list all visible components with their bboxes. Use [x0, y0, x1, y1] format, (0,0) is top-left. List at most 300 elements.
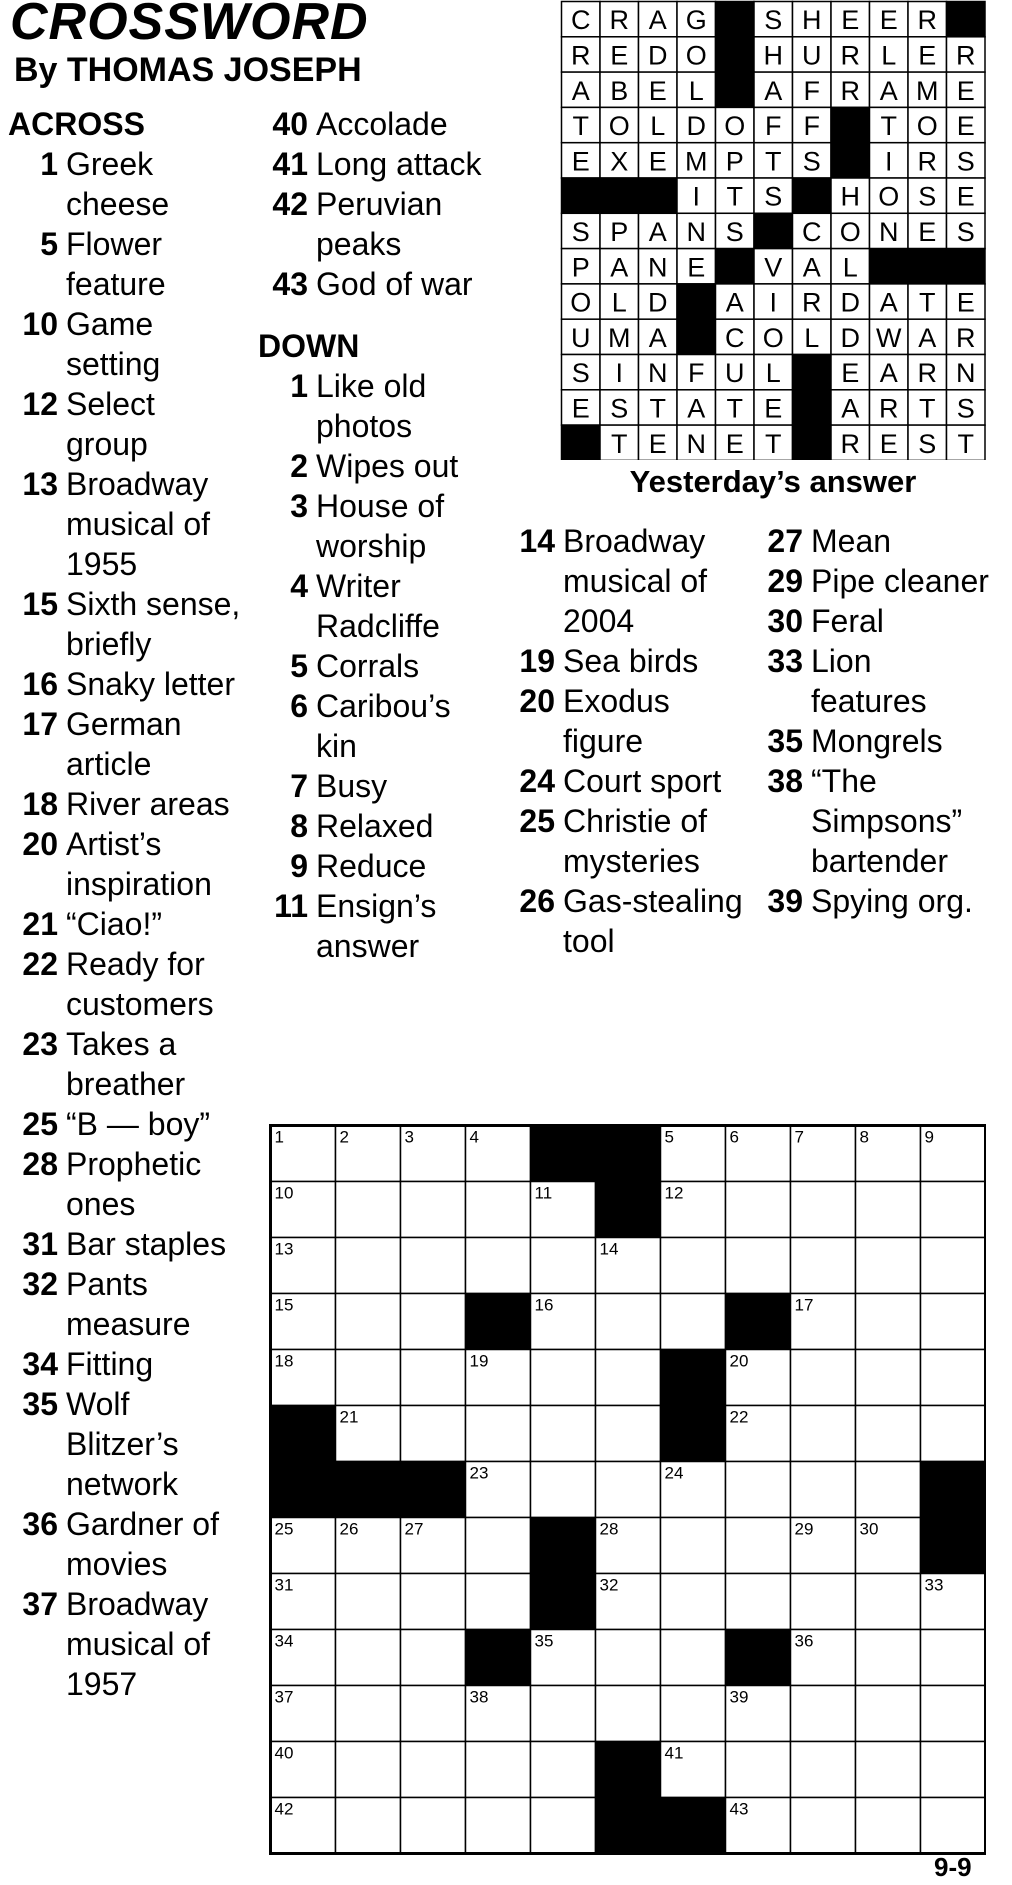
answer-letter: P — [725, 146, 744, 177]
across-clue-list — [8, 144, 243, 1704]
puzzle-cell[interactable] — [401, 1294, 466, 1350]
answer-letter: N — [879, 216, 899, 247]
clue-number: 7 — [290, 768, 308, 804]
answer-letter: N — [648, 252, 668, 283]
answer-letter: I — [769, 287, 778, 318]
down-clue-2 — [258, 446, 488, 486]
answer-letter: F — [765, 111, 782, 142]
answer-letter: S — [918, 181, 937, 212]
across-clue-1 — [8, 144, 243, 224]
answer-letter: S — [918, 428, 937, 459]
puzzle-cell[interactable] — [661, 1294, 726, 1350]
puzzle-cell[interactable] — [401, 1238, 466, 1294]
answer-letter: W — [876, 322, 902, 353]
answer-letter: X — [610, 146, 629, 177]
black-square — [401, 1462, 466, 1518]
clue-number: 5 — [40, 226, 58, 262]
answer-letter: P — [610, 216, 629, 247]
clue-number: 20 — [519, 683, 555, 719]
down-clue-26 — [505, 881, 745, 961]
black-square — [661, 1350, 726, 1406]
black-square — [596, 1182, 661, 1238]
answer-letter: N — [956, 358, 976, 389]
clue-number: 27 — [767, 523, 803, 559]
black-square — [531, 1518, 596, 1574]
cell-number: 18 — [274, 1351, 294, 1371]
answer-letter: A — [802, 252, 821, 283]
clue-number: 12 — [22, 386, 58, 422]
puzzle-cell[interactable] — [661, 1630, 726, 1686]
black-square — [600, 178, 639, 213]
answer-letter: C — [802, 216, 822, 247]
puzzle-cell[interactable] — [856, 1238, 921, 1294]
cell-number: 39 — [729, 1687, 749, 1707]
puzzle-cell[interactable] — [921, 1294, 986, 1350]
cell-number: 38 — [469, 1687, 489, 1707]
answer-letter: D — [648, 287, 668, 318]
down-clue-list-continued — [505, 521, 745, 961]
answer-letter: S — [956, 216, 975, 247]
answer-letter: N — [686, 216, 706, 247]
answer-letter: T — [726, 181, 743, 212]
black-square — [831, 143, 870, 178]
puzzle-cell[interactable] — [596, 1406, 661, 1462]
answer-letter: O — [916, 111, 938, 142]
clue-number: 43 — [272, 266, 308, 302]
down-clue-3 — [258, 486, 488, 566]
answer-letter: O — [570, 287, 592, 318]
cell-number: 7 — [794, 1127, 804, 1147]
across-clue-22 — [8, 944, 243, 1024]
answer-letter: H — [840, 181, 860, 212]
clue-number: 38 — [767, 763, 803, 799]
clue-text: Gas-stealing tool — [563, 883, 743, 959]
clue-number: 9 — [290, 848, 308, 884]
answer-letter: A — [648, 5, 667, 36]
down-clue-25 — [505, 801, 745, 881]
puzzle-date: 9-9 — [934, 1852, 972, 1882]
clue-number: 36 — [22, 1506, 58, 1542]
black-square — [661, 1406, 726, 1462]
cell-number: 1 — [274, 1127, 284, 1147]
black-square — [947, 249, 986, 284]
clue-number: 33 — [767, 643, 803, 679]
puzzle-cell[interactable] — [921, 1686, 986, 1742]
puzzle-cell[interactable] — [726, 1574, 791, 1630]
answer-letter: M — [916, 75, 939, 106]
answer-letter: I — [692, 181, 701, 212]
clue-number: 6 — [290, 688, 308, 724]
answer-letter: E — [879, 5, 898, 36]
clue-text: Prophetic ones — [66, 1146, 202, 1222]
puzzle-cell[interactable] — [856, 1798, 921, 1854]
clue-text: God of war — [316, 266, 473, 302]
cell-number: 13 — [274, 1239, 294, 1259]
puzzle-cell[interactable] — [661, 1238, 726, 1294]
answer-letter: E — [956, 287, 975, 318]
puzzle-cell[interactable] — [726, 1742, 791, 1798]
puzzle-cell[interactable] — [661, 1686, 726, 1742]
answer-letter: O — [839, 216, 861, 247]
puzzle-cell[interactable] — [921, 1350, 986, 1406]
answer-letter: R — [879, 393, 899, 424]
clue-number: 26 — [519, 883, 555, 919]
puzzle-cell[interactable] — [791, 1742, 856, 1798]
puzzle-cell[interactable] — [466, 1406, 531, 1462]
cell-number: 25 — [274, 1519, 294, 1539]
answer-letter: E — [648, 428, 667, 459]
clue-text: Exodus figure — [563, 683, 670, 759]
answer-letter: O — [762, 322, 784, 353]
cell-number: 3 — [404, 1127, 414, 1147]
clue-number: 32 — [22, 1266, 58, 1302]
across-clue-17 — [8, 704, 243, 784]
puzzle-cell[interactable] — [726, 1462, 791, 1518]
down-clue-list — [258, 366, 488, 966]
answer-letter: O — [724, 111, 746, 142]
puzzle-cell[interactable] — [791, 1798, 856, 1854]
cell-number: 27 — [404, 1519, 424, 1539]
answer-letter: E — [764, 393, 783, 424]
puzzle-cell[interactable] — [596, 1462, 661, 1518]
answer-letter: A — [687, 393, 706, 424]
puzzle-cell[interactable] — [336, 1238, 401, 1294]
across-clue-13 — [8, 464, 243, 584]
black-square — [716, 72, 755, 107]
answer-letter: D — [686, 111, 706, 142]
byline: By THOMAS JOSEPH — [14, 51, 362, 89]
clue-number: 14 — [519, 523, 555, 559]
clue-text: “B — boy” — [66, 1106, 211, 1142]
answer-letter: L — [804, 322, 820, 353]
answer-letter: E — [956, 111, 975, 142]
black-square — [754, 213, 793, 248]
answer-letter: M — [685, 146, 708, 177]
answer-letter: A — [918, 322, 937, 353]
answer-letter: M — [608, 322, 631, 353]
answer-letter: S — [956, 146, 975, 177]
yesterday-caption: Yesterday’s answer — [629, 464, 917, 499]
clue-text: Mean — [811, 523, 892, 559]
black-square — [677, 284, 716, 319]
puzzle-cell[interactable] — [336, 1630, 401, 1686]
puzzle-cell[interactable] — [791, 1574, 856, 1630]
cell-number: 8 — [859, 1127, 869, 1147]
answer-letter: L — [650, 111, 666, 142]
puzzle-cell[interactable] — [596, 1630, 661, 1686]
answer-letter: C — [725, 322, 745, 353]
clue-number: 42 — [272, 186, 308, 222]
answer-letter: E — [725, 428, 744, 459]
puzzle-cell[interactable] — [726, 1182, 791, 1238]
puzzle-cell[interactable] — [531, 1350, 596, 1406]
puzzle-cell[interactable] — [661, 1574, 726, 1630]
answer-letter: E — [841, 358, 860, 389]
across-clue-16 — [8, 664, 243, 704]
clue-text: German article — [66, 706, 182, 782]
puzzle-cell[interactable] — [531, 1742, 596, 1798]
answer-letter: L — [842, 252, 858, 283]
answer-letter: T — [919, 393, 936, 424]
clue-text: Reduce — [316, 848, 427, 884]
clue-number: 20 — [22, 826, 58, 862]
answer-letter: T — [765, 428, 782, 459]
clue-text: Wolf Blitzer’s network — [66, 1386, 179, 1502]
puzzle-cell[interactable] — [466, 1182, 531, 1238]
cell-number: 2 — [339, 1127, 349, 1147]
answer-letter: F — [688, 358, 705, 389]
down-clue-4 — [258, 566, 488, 646]
clue-number: 17 — [22, 706, 58, 742]
answer-letter: A — [879, 358, 898, 389]
answer-letter: T — [726, 393, 743, 424]
answer-letter: R — [917, 5, 937, 36]
cell-number: 19 — [469, 1351, 489, 1371]
cell-number: 23 — [469, 1463, 489, 1483]
puzzle-cell[interactable] — [466, 1518, 531, 1574]
answer-letter: C — [571, 5, 591, 36]
puzzle-cell[interactable] — [856, 1350, 921, 1406]
black-square — [793, 425, 832, 460]
puzzle-cell[interactable] — [401, 1182, 466, 1238]
down-clue-1 — [258, 366, 488, 446]
black-square — [271, 1462, 336, 1518]
puzzle-cell[interactable] — [726, 1518, 791, 1574]
clue-number: 40 — [272, 106, 308, 142]
puzzle-cell[interactable] — [466, 1574, 531, 1630]
answer-letter: T — [919, 287, 936, 318]
down-column-3 — [505, 521, 745, 961]
black-square — [661, 1798, 726, 1854]
clue-number: 24 — [519, 763, 555, 799]
answer-letter: O — [878, 181, 900, 212]
puzzle-cell[interactable] — [401, 1686, 466, 1742]
puzzle-cell[interactable] — [401, 1406, 466, 1462]
answer-letter: R — [840, 75, 860, 106]
cell-number: 5 — [664, 1127, 674, 1147]
cell-number: 41 — [664, 1743, 684, 1763]
black-square — [596, 1798, 661, 1854]
across-clue-37 — [8, 1584, 243, 1704]
cell-number: 16 — [534, 1295, 554, 1315]
down-clue-24 — [505, 761, 745, 801]
answer-letter: I — [884, 146, 893, 177]
answer-letter: F — [803, 111, 820, 142]
black-square — [639, 178, 678, 213]
answer-letter: A — [610, 252, 629, 283]
clue-number: 16 — [22, 666, 58, 702]
puzzle-cell[interactable] — [531, 1238, 596, 1294]
cell-number: 30 — [859, 1519, 879, 1539]
puzzle-cell[interactable] — [856, 1630, 921, 1686]
answer-letter: S — [764, 5, 783, 36]
black-square — [793, 355, 832, 390]
cell-number: 10 — [274, 1183, 294, 1203]
answer-letter: S — [725, 216, 744, 247]
puzzle-cell[interactable] — [661, 1518, 726, 1574]
clue-text: Court sport — [563, 763, 722, 799]
black-square — [947, 2, 986, 37]
answer-letter: D — [648, 40, 668, 71]
answer-letter: R — [571, 40, 591, 71]
down-clue-7 — [258, 766, 488, 806]
puzzle-cell[interactable] — [856, 1462, 921, 1518]
puzzle-cell[interactable] — [531, 1462, 596, 1518]
clue-number: 15 — [22, 586, 58, 622]
down-clue-14 — [505, 521, 745, 641]
puzzle-cell[interactable] — [856, 1182, 921, 1238]
puzzle-cell[interactable] — [531, 1686, 596, 1742]
black-square — [921, 1518, 986, 1574]
black-square — [677, 319, 716, 354]
puzzle-cell[interactable] — [401, 1574, 466, 1630]
puzzle-cell[interactable] — [401, 1630, 466, 1686]
clue-text: Christie of mysteries — [563, 803, 708, 879]
answer-letter: A — [841, 393, 860, 424]
clue-column-2 — [258, 104, 488, 966]
clue-text: Corrals — [316, 648, 420, 684]
black-square — [716, 37, 755, 72]
clue-number: 1 — [40, 146, 58, 182]
puzzle-cell[interactable] — [336, 1182, 401, 1238]
black-square — [908, 249, 947, 284]
clue-number: 2 — [290, 448, 308, 484]
puzzle-cell[interactable] — [921, 1406, 986, 1462]
puzzle-cell[interactable] — [921, 1798, 986, 1854]
puzzle-cell[interactable] — [856, 1406, 921, 1462]
puzzle-cell[interactable] — [856, 1742, 921, 1798]
puzzle-cell[interactable] — [921, 1742, 986, 1798]
puzzle-cell[interactable] — [856, 1574, 921, 1630]
clue-number: 30 — [767, 603, 803, 639]
clue-text: Game setting — [66, 306, 161, 382]
answer-letter: F — [803, 75, 820, 106]
clue-number: 5 — [290, 648, 308, 684]
across-clue-35 — [8, 1384, 243, 1504]
puzzle-cell[interactable] — [596, 1294, 661, 1350]
clue-text: Bar staples — [66, 1226, 227, 1262]
puzzle-cell[interactable] — [791, 1686, 856, 1742]
puzzle-cell[interactable] — [596, 1350, 661, 1406]
puzzle-cell[interactable] — [336, 1350, 401, 1406]
puzzle-cell[interactable] — [791, 1238, 856, 1294]
puzzle-cell[interactable] — [791, 1462, 856, 1518]
clue-text: Artist’s inspiration — [66, 826, 212, 902]
answer-letter: T — [611, 428, 628, 459]
clue-number: 4 — [290, 568, 308, 604]
puzzle-cell[interactable] — [856, 1294, 921, 1350]
puzzle-cell[interactable] — [791, 1406, 856, 1462]
down-clue-list-continued-2 — [753, 521, 993, 921]
answer-letter: E — [687, 252, 706, 283]
clue-number: 13 — [22, 466, 58, 502]
answer-letter: T — [649, 393, 666, 424]
puzzle-cell[interactable] — [401, 1742, 466, 1798]
answer-letter: P — [571, 252, 590, 283]
puzzle-cell[interactable] — [791, 1350, 856, 1406]
clue-text: Takes a breather — [66, 1026, 186, 1102]
across-clue-list-continued — [258, 104, 488, 304]
clue-number: 37 — [22, 1586, 58, 1622]
answer-letter: E — [841, 5, 860, 36]
puzzle-cell[interactable] — [921, 1182, 986, 1238]
cell-number: 17 — [794, 1295, 814, 1315]
puzzle-cell[interactable] — [531, 1798, 596, 1854]
puzzle-cell[interactable] — [921, 1238, 986, 1294]
puzzle-cell[interactable] — [466, 1798, 531, 1854]
clue-text: Accolade — [316, 106, 448, 142]
answer-letter: U — [802, 40, 822, 71]
puzzle-cell[interactable] — [466, 1742, 531, 1798]
puzzle-cell[interactable] — [336, 1742, 401, 1798]
across-clue-40 — [258, 104, 488, 144]
cell-number: 42 — [274, 1799, 294, 1819]
yesterday-answer-grid — [560, 0, 986, 460]
clue-number: 23 — [22, 1026, 58, 1062]
puzzle-cell[interactable] — [336, 1798, 401, 1854]
puzzle-cell[interactable] — [531, 1406, 596, 1462]
down-clue-29 — [753, 561, 993, 601]
clue-text: Pants measure — [66, 1266, 191, 1342]
puzzle-cell[interactable] — [726, 1238, 791, 1294]
clue-text: Sea birds — [563, 643, 699, 679]
puzzle-cell[interactable] — [336, 1294, 401, 1350]
puzzle-cell[interactable] — [856, 1686, 921, 1742]
clue-text: Flower feature — [66, 226, 166, 302]
cell-number: 26 — [339, 1519, 359, 1539]
answer-letter: B — [610, 75, 629, 106]
puzzle-cell[interactable] — [596, 1686, 661, 1742]
answer-letter: S — [764, 181, 783, 212]
puzzle-cell[interactable] — [921, 1630, 986, 1686]
clue-text: “The Simpsons” bartender — [811, 763, 963, 879]
clue-text: Peruvian peaks — [316, 186, 443, 262]
clue-number: 34 — [22, 1346, 58, 1382]
puzzle-cell[interactable] — [791, 1182, 856, 1238]
answer-letter: U — [725, 358, 745, 389]
clue-text: Mongrels — [811, 723, 943, 759]
answer-letter: A — [879, 287, 898, 318]
clue-text: Wipes out — [316, 448, 459, 484]
across-clue-28 — [8, 1144, 243, 1224]
answer-letter: O — [685, 40, 707, 71]
across-clue-41 — [258, 144, 488, 184]
across-column-1 — [8, 104, 243, 1704]
puzzle-cell[interactable] — [336, 1574, 401, 1630]
across-clue-31 — [8, 1224, 243, 1264]
answer-letter: T — [957, 428, 974, 459]
across-clue-42 — [258, 184, 488, 264]
puzzle-cell[interactable] — [401, 1798, 466, 1854]
clue-text: Like old photos — [316, 368, 427, 444]
puzzle-cell[interactable] — [466, 1238, 531, 1294]
puzzle-cell[interactable] — [336, 1686, 401, 1742]
answer-letter: S — [802, 146, 821, 177]
clue-number: 11 — [274, 888, 308, 924]
clue-text: Pipe cleaner — [811, 563, 989, 599]
answer-letter: E — [610, 40, 629, 71]
puzzle-cell[interactable] — [401, 1350, 466, 1406]
answer-letter: D — [840, 287, 860, 318]
clue-text: Writer Radcliffe — [316, 568, 440, 644]
answer-letter: S — [571, 216, 590, 247]
cell-number: 22 — [729, 1407, 749, 1427]
across-clue-32 — [8, 1264, 243, 1344]
answer-letter: N — [686, 428, 706, 459]
across-clue-34 — [8, 1344, 243, 1384]
clue-text: Broadway musical of 1955 — [66, 466, 211, 582]
cell-number: 24 — [664, 1463, 684, 1483]
